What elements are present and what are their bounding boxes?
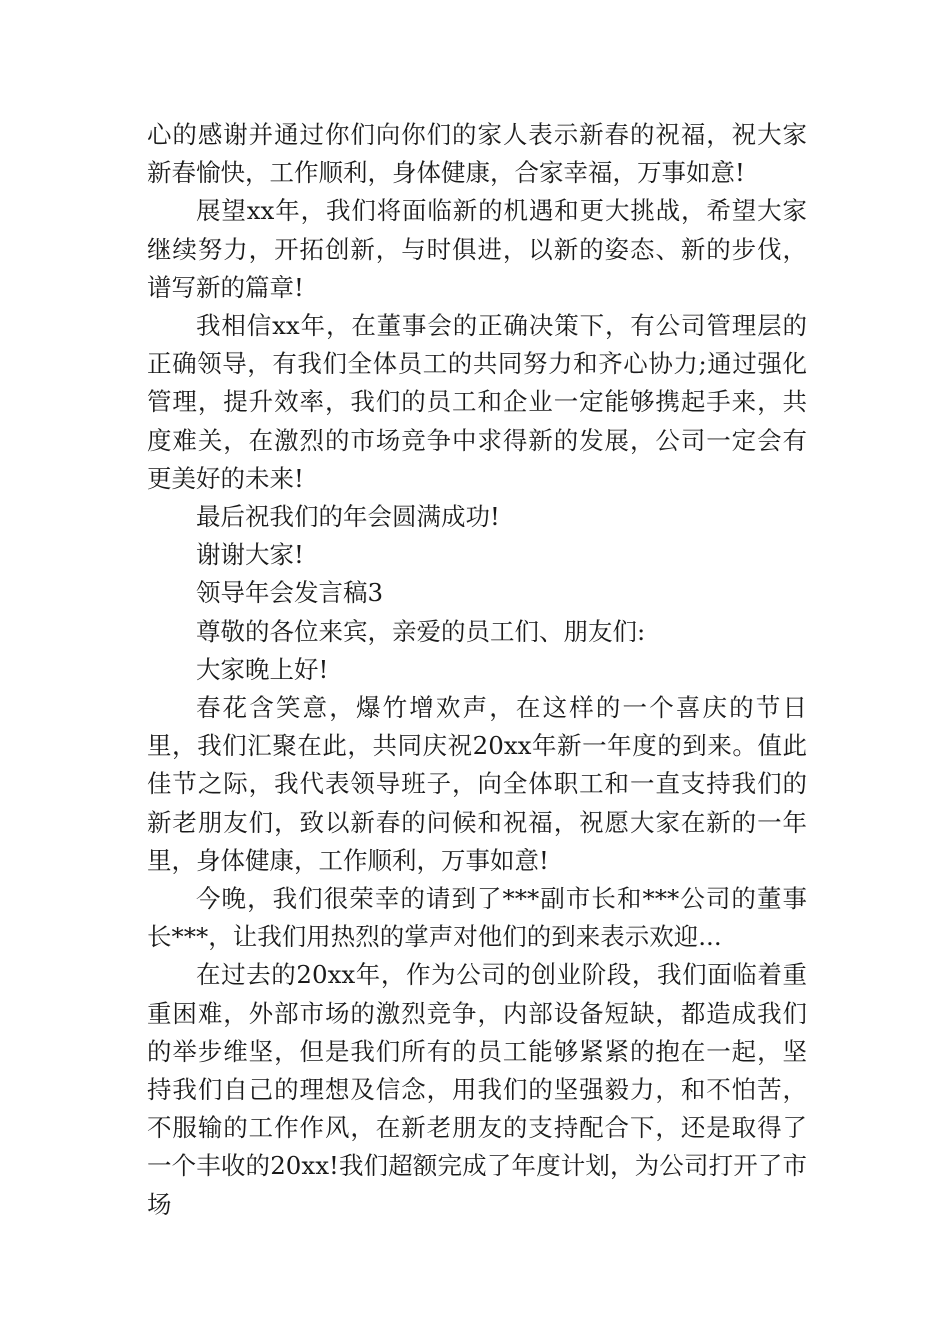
document-body xyxy=(147,116,807,1224)
paragraph-3: 我相信xx年，在董事会的正确决策下，有公司管理层的正确领导，有我们全体员工的共同努力和齐心协力;通过强化管理，提升效率，我们的员工和企业一定能够携起手来，共度难关，在激烈的市场竞争中求得新的发展，公司一定会有更美好的未来! xyxy=(147,311,807,493)
section-heading: 领导年会发言稿3 xyxy=(196,578,384,608)
paragraph-2: 展望xx年，我们将面临新的机遇和更大挑战，希望大家继续努力，开拓创新，与时俱进，以新的姿态、新的步伐，谱写新的篇章! xyxy=(147,196,807,302)
greeting: 大家晚上好! xyxy=(196,654,329,684)
salutation: 尊敬的各位来宾，亲爱的员工们、朋友们: xyxy=(196,616,646,646)
paragraph-1: 心的感谢并通过你们向你们的家人表示新春的祝福，祝大家新春愉快，工作顺利，身体健康，合家幸福，万事如意! xyxy=(147,120,807,188)
paragraph-9: 春花含笑意，爆竹增欢声，在这样的一个喜庆的节日里，我们汇聚在此，共同庆祝20xx年新一年度的到来。值此佳节之际，我代表领导班子，向全体职工和一直支持我们的新老朋友们，致以新春的问候和祝福，祝愿大家在新的一年里，身体健康，工作顺利，万事如意! xyxy=(147,693,807,875)
paragraph-11: 在过去的20xx年，作为公司的创业阶段，我们面临着重重困难，外部市场的激烈竞争，内部设备短缺，都造成我们的举步维坚，但是我们所有的员工能够紧紧的抱在一起，坚持我们自己的理想及信念，用我们的坚强毅力，和不怕苦，不服输的工作作风，在新老朋友的支持配合下，还是取得了一个丰收的20xx!我们超额完成了年度计划，为公司打开了市场 xyxy=(147,960,807,1219)
paragraph-10: 今晚，我们很荣幸的请到了***副市长和***公司的董事长***，让我们用热烈的掌声对他们的到来表示欢迎... xyxy=(147,884,807,952)
paragraph-4: 最后祝我们的年会圆满成功! xyxy=(196,502,500,532)
paragraph-5: 谢谢大家! xyxy=(196,540,304,570)
